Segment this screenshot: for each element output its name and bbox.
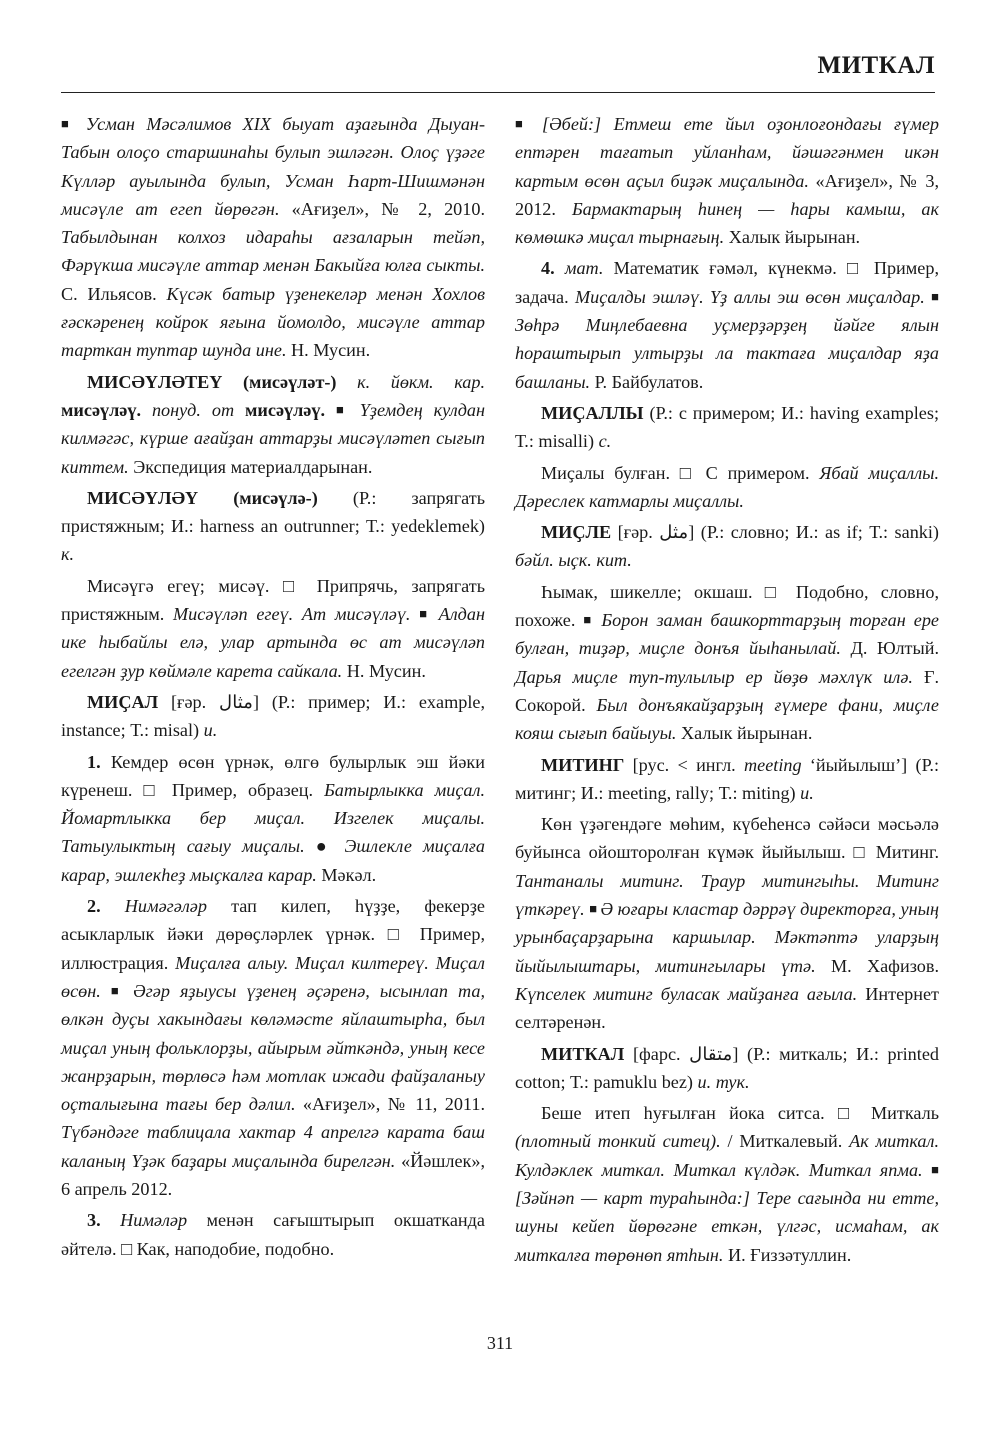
- headword: 1.: [87, 751, 111, 772]
- body-text: «Ағиҙел», № 11, 2011.: [302, 1094, 485, 1115]
- body-text: Мәкәл.: [321, 864, 377, 885]
- italic-text: Табылдынан колхоз идараһы ағзаларын тейәп, Фәрүкша мисәүле аттар менән Бакыйға юлға сыкты.: [61, 227, 485, 276]
- italic-text: Түбәндәге таблицала хактар 4 апрелгә карата баш каланың Үҙәк баҙары миҫалында бирелгән.: [61, 1122, 485, 1171]
- page-number: 311: [486, 1333, 514, 1353]
- example-marker-icon: ■: [931, 1161, 939, 1177]
- entry-paragraph: [515, 810, 939, 1036]
- dictionary-entry: [515, 518, 939, 575]
- entry-paragraph: [515, 459, 939, 516]
- body-text: Беше итеп һуғылған йока ситса. □ Миткаль: [541, 1103, 939, 1124]
- example-marker-icon: ■: [931, 288, 939, 304]
- italic-text: к.: [61, 544, 75, 565]
- body-text: Интернет селтәренән.: [515, 983, 939, 1033]
- body-text: Халык йырынан.: [728, 227, 861, 248]
- italic-text: мат.: [564, 258, 614, 279]
- entry-paragraph: [61, 1206, 485, 1263]
- example-marker-icon: ■: [589, 901, 601, 917]
- headword: МИТИНГ: [541, 754, 633, 775]
- dictionary-entry: [61, 368, 485, 481]
- body-text: «Ағиҙел», № 2, 2010.: [291, 198, 485, 219]
- entry-paragraph: [515, 254, 939, 395]
- italic-text: Ак миткал. Кулдәклек миткал. Миткал күлдәк. Миткал япма.: [515, 1131, 940, 1180]
- body-text: Мисәүгә егеү; мисәү. □ Припрячь, запрягать пристяжным.: [61, 575, 485, 625]
- body-text: [фарс. متقال] (Р.: миткаль; И.: printed cotton; Т.: pamuklu bez): [515, 1043, 939, 1092]
- italic-text: Мисәүләп егеү. Ат мисәүләү.: [173, 604, 420, 625]
- right-column: [515, 110, 939, 1272]
- body-text: Көн үҙәгендәге мөһим, күбеһенсә сәйәси мәсьәлә буйынса ойошторолған күмәк йыйылыш. □ Митинг.: [515, 814, 939, 863]
- headword: 3.: [87, 1210, 121, 1231]
- italic-text: и.: [203, 720, 218, 741]
- body-text: Халык йырынан.: [680, 723, 813, 744]
- body-text: Н. Мусин.: [291, 340, 371, 361]
- body-text: Экспедиция материалдарынан.: [133, 456, 373, 477]
- italic-text: Миҫалға алыу. Миҫал килтереү. Миҫал өсөн.: [61, 952, 485, 1001]
- body-text: Ғ. Сокорой.: [515, 666, 939, 715]
- entry-paragraph: [61, 572, 485, 685]
- italic-text: Миҫалды эшләү. Үҙ аллы эш өсөн миҫалдар.: [575, 286, 932, 307]
- italic-text: Батырлыкка миҫал. Йомартлыкка бер миҫал. Изгелек миҫалы. Татыулыктың сағыу миҫалы.: [61, 779, 485, 857]
- body-text: Кемдер өсөн үрнәк, өлгө булырлык эш йәки күренеш. □ Пример, образец.: [61, 751, 485, 800]
- italic-text: Үҙемдең кулдан килмәгәс, күрше ағайҙан аттарҙы мисәүләтеп сығып киттем.: [61, 399, 486, 477]
- italic-text: Алдан ике һыбайлы елә, улар артында өс ат мисәүләп егелгән ҙур көймәле карета сайкала.: [61, 604, 485, 681]
- italic-text: [Зәйнәп — карт тураһында:] Тере сағында ни етте, шуны кейеп йөрөгәне еткән, үлгәс, исмаһам, ак миткалға төрөнөп ятһын.: [515, 1187, 939, 1265]
- italic-text: бәйл. ыҫк. кит.: [515, 550, 632, 571]
- italic-text: Усман Мәсәлимов XIX быуат аҙағында Дыуан-Табын олоҫо старшинаһы булып эшләгән. Олоҫ үҙәге Күлләр ауылында булып, Усман Һарт-Шишмәнән мисәүле ат егеп йөрөгән.: [61, 114, 485, 219]
- body-text: «Ағиҙел», № 3, 2012.: [515, 170, 939, 219]
- entry-paragraph: [515, 110, 939, 251]
- body-text: Н. Мусин.: [346, 660, 426, 681]
- italic-text: Эшлекле миҫалға карар, эшлекһеҙ мыҫкалға карар.: [61, 836, 485, 885]
- italic-text: Күпселек митинг буласак майҙанға ағыла.: [515, 983, 866, 1004]
- headword: МИҪЛЕ: [541, 522, 618, 543]
- example-marker-icon: ■: [419, 606, 439, 622]
- dictionary-entry: [515, 1040, 939, 1097]
- italic-text: [Әбей:] Етмеш ете йыл оҙонлоғондағы ғүмер ептәрен тағатып уйланһам, йәшәгәнмен икән картым өсөн аҫыл биҙәк миҫалында.: [515, 114, 939, 191]
- headword: МИСӘҮЛӘҮ (мисәүлә-): [87, 487, 353, 508]
- body-text: Р. Байбулатов.: [594, 371, 704, 392]
- headword: 4.: [541, 258, 565, 279]
- italic-text: Ябай миҫаллы. Дәреслек катмарлы миҫаллы.: [515, 462, 939, 511]
- italic-text: к. йөкм. кар.: [357, 371, 485, 392]
- body-text: ‘йыйылыш’] (Р.: митинг; И.: meeting, rally; Т.: miting): [515, 754, 940, 803]
- headword: МИТКАЛ: [541, 1043, 633, 1064]
- example-marker-icon: ■: [583, 612, 602, 628]
- headword: МИСӘҮЛӘТЕҮ (мисәүләт-): [87, 371, 358, 392]
- body-text: тап килеп, һүҙҙе, фекерҙе асыкларлык йәки дөрөҫләрлек үрнәк. □ Пример, иллюстрация.: [61, 896, 485, 973]
- italic-text: с.: [598, 431, 612, 452]
- left-column: [61, 110, 485, 1266]
- body-text: / Миткалевый.: [727, 1131, 850, 1152]
- italic-text: и. тук.: [697, 1071, 750, 1092]
- entry-paragraph: [515, 578, 939, 748]
- entry-paragraph: [61, 748, 485, 889]
- body-text: менән сағыштырып окшатканда әйтелә. □ Как, наподобие, подобно.: [61, 1210, 485, 1259]
- body-text: (Р.: с примером; И.: having examples; Т.: misalli): [515, 402, 940, 452]
- italic-text: meeting: [743, 754, 810, 775]
- example-marker-icon: ■: [61, 116, 86, 131]
- running-head: МИТКАЛ: [817, 52, 935, 79]
- italic-text: Борон заман башкорттарҙың торған ере булған, тиҙәр, миҫле донъя йыһанылай.: [515, 610, 939, 659]
- entry-paragraph: [61, 110, 485, 365]
- italic-text: Зөһрә Миңлебаевна уҫмерҙәрҙең йәйге ялын һораштырып ултырҙы ла тактаға миҫалдар яҙа башланы.: [515, 315, 939, 392]
- body-text: И. Ғиззәтуллин.: [727, 1244, 852, 1265]
- headword: МИҪАЛЛЫ: [541, 402, 650, 423]
- body-text: С. Ильясов.: [61, 283, 167, 304]
- entry-paragraph: [515, 1099, 939, 1269]
- body-text: ●: [315, 836, 345, 857]
- italic-text: (плотный тонкий ситец).: [515, 1131, 728, 1152]
- entry-paragraph: [61, 892, 485, 1203]
- body-text: [ғәр. مثال] (Р.: пример; И.: example, instance; Т.: misal): [61, 691, 485, 741]
- headword: МИҪАЛ: [87, 691, 171, 712]
- body-text: Миҫалы булған. □ С примером.: [541, 462, 820, 483]
- page-header: [61, 44, 935, 93]
- body-text: [ғәр. مثل] (Р.: словно; И.: as if; Т.: sanki): [617, 522, 939, 543]
- italic-text: Әгәр яҙыусы үҙенең әҫәренә, ысынлап та, өлкән дуҫы хакындағы көләмәсте яйлаштырһа, был миҫал уның фольклорҙы, айырым әйткәндә, уның кесе жанрҙарын, төрлөсә һәм мотлак ижади файҙаланыу оҫталығына тағы бер дәлил.: [61, 980, 485, 1115]
- italic-text: Нимәгәләр: [124, 896, 232, 917]
- body-text: Д. Юлтый.: [850, 638, 939, 659]
- italic-text: Тантаналы митинг. Траур митингыһы. Митинг үткәреү.: [515, 870, 939, 920]
- body-text: [рус. < ингл.: [632, 754, 744, 775]
- body-text: Һымак, шикелле; окшаш. □ Подобно, словно, похоже.: [515, 581, 939, 631]
- body-text: Математик ғәмәл, күнекмә. □ Пример, задача.: [515, 258, 940, 307]
- italic-text: Бармактарың һинең — һары камыш, ак көмөшкә миҫал тырнағың.: [515, 198, 939, 248]
- example-marker-icon: ■: [335, 401, 360, 417]
- body-text: М. Хафизов.: [830, 955, 940, 976]
- italic-text: Күсәк батыр үҙенекеләр менән Хохлов ғәскәренең койрок яғына йомолдо, мисәүле аттар тарткан туптар шунда ине.: [61, 283, 485, 361]
- body-text: (Р.: запрягать пристяжным; И.: harness an outrunner; Т.: yedeklemek): [61, 487, 485, 537]
- italic-text: и.: [800, 782, 814, 803]
- dictionary-entry: [515, 399, 939, 456]
- example-marker-icon: ■: [515, 116, 542, 131]
- dictionary-entry: [515, 751, 939, 808]
- body-text: «Йәшлек», 6 апрель 2012.: [61, 1150, 485, 1199]
- italic-text: Нимәләр: [120, 1210, 207, 1231]
- italic-text: Был донъякайҙарҙың ғүмере фани, миҫле кояш сығып байыуы.: [515, 694, 939, 744]
- italic-text: понуд. от: [151, 399, 245, 420]
- headword: 2.: [87, 896, 125, 917]
- headword: мисәүләү.: [61, 399, 152, 420]
- example-marker-icon: ■: [110, 982, 134, 998]
- headword: мисәүләү.: [245, 399, 336, 420]
- dictionary-entry: [61, 484, 485, 569]
- italic-text: Ә юғары кластар дәррәү директорға, уның урынбаҫарҙарына каршылар. Мәктәптә уларҙың йыйылыштары, митингылары үтә.: [515, 899, 939, 976]
- dictionary-entry: [61, 688, 485, 745]
- italic-text: Дарья миҫле туп-тулылыр ер йөҙө мәхлүк илә.: [515, 666, 924, 687]
